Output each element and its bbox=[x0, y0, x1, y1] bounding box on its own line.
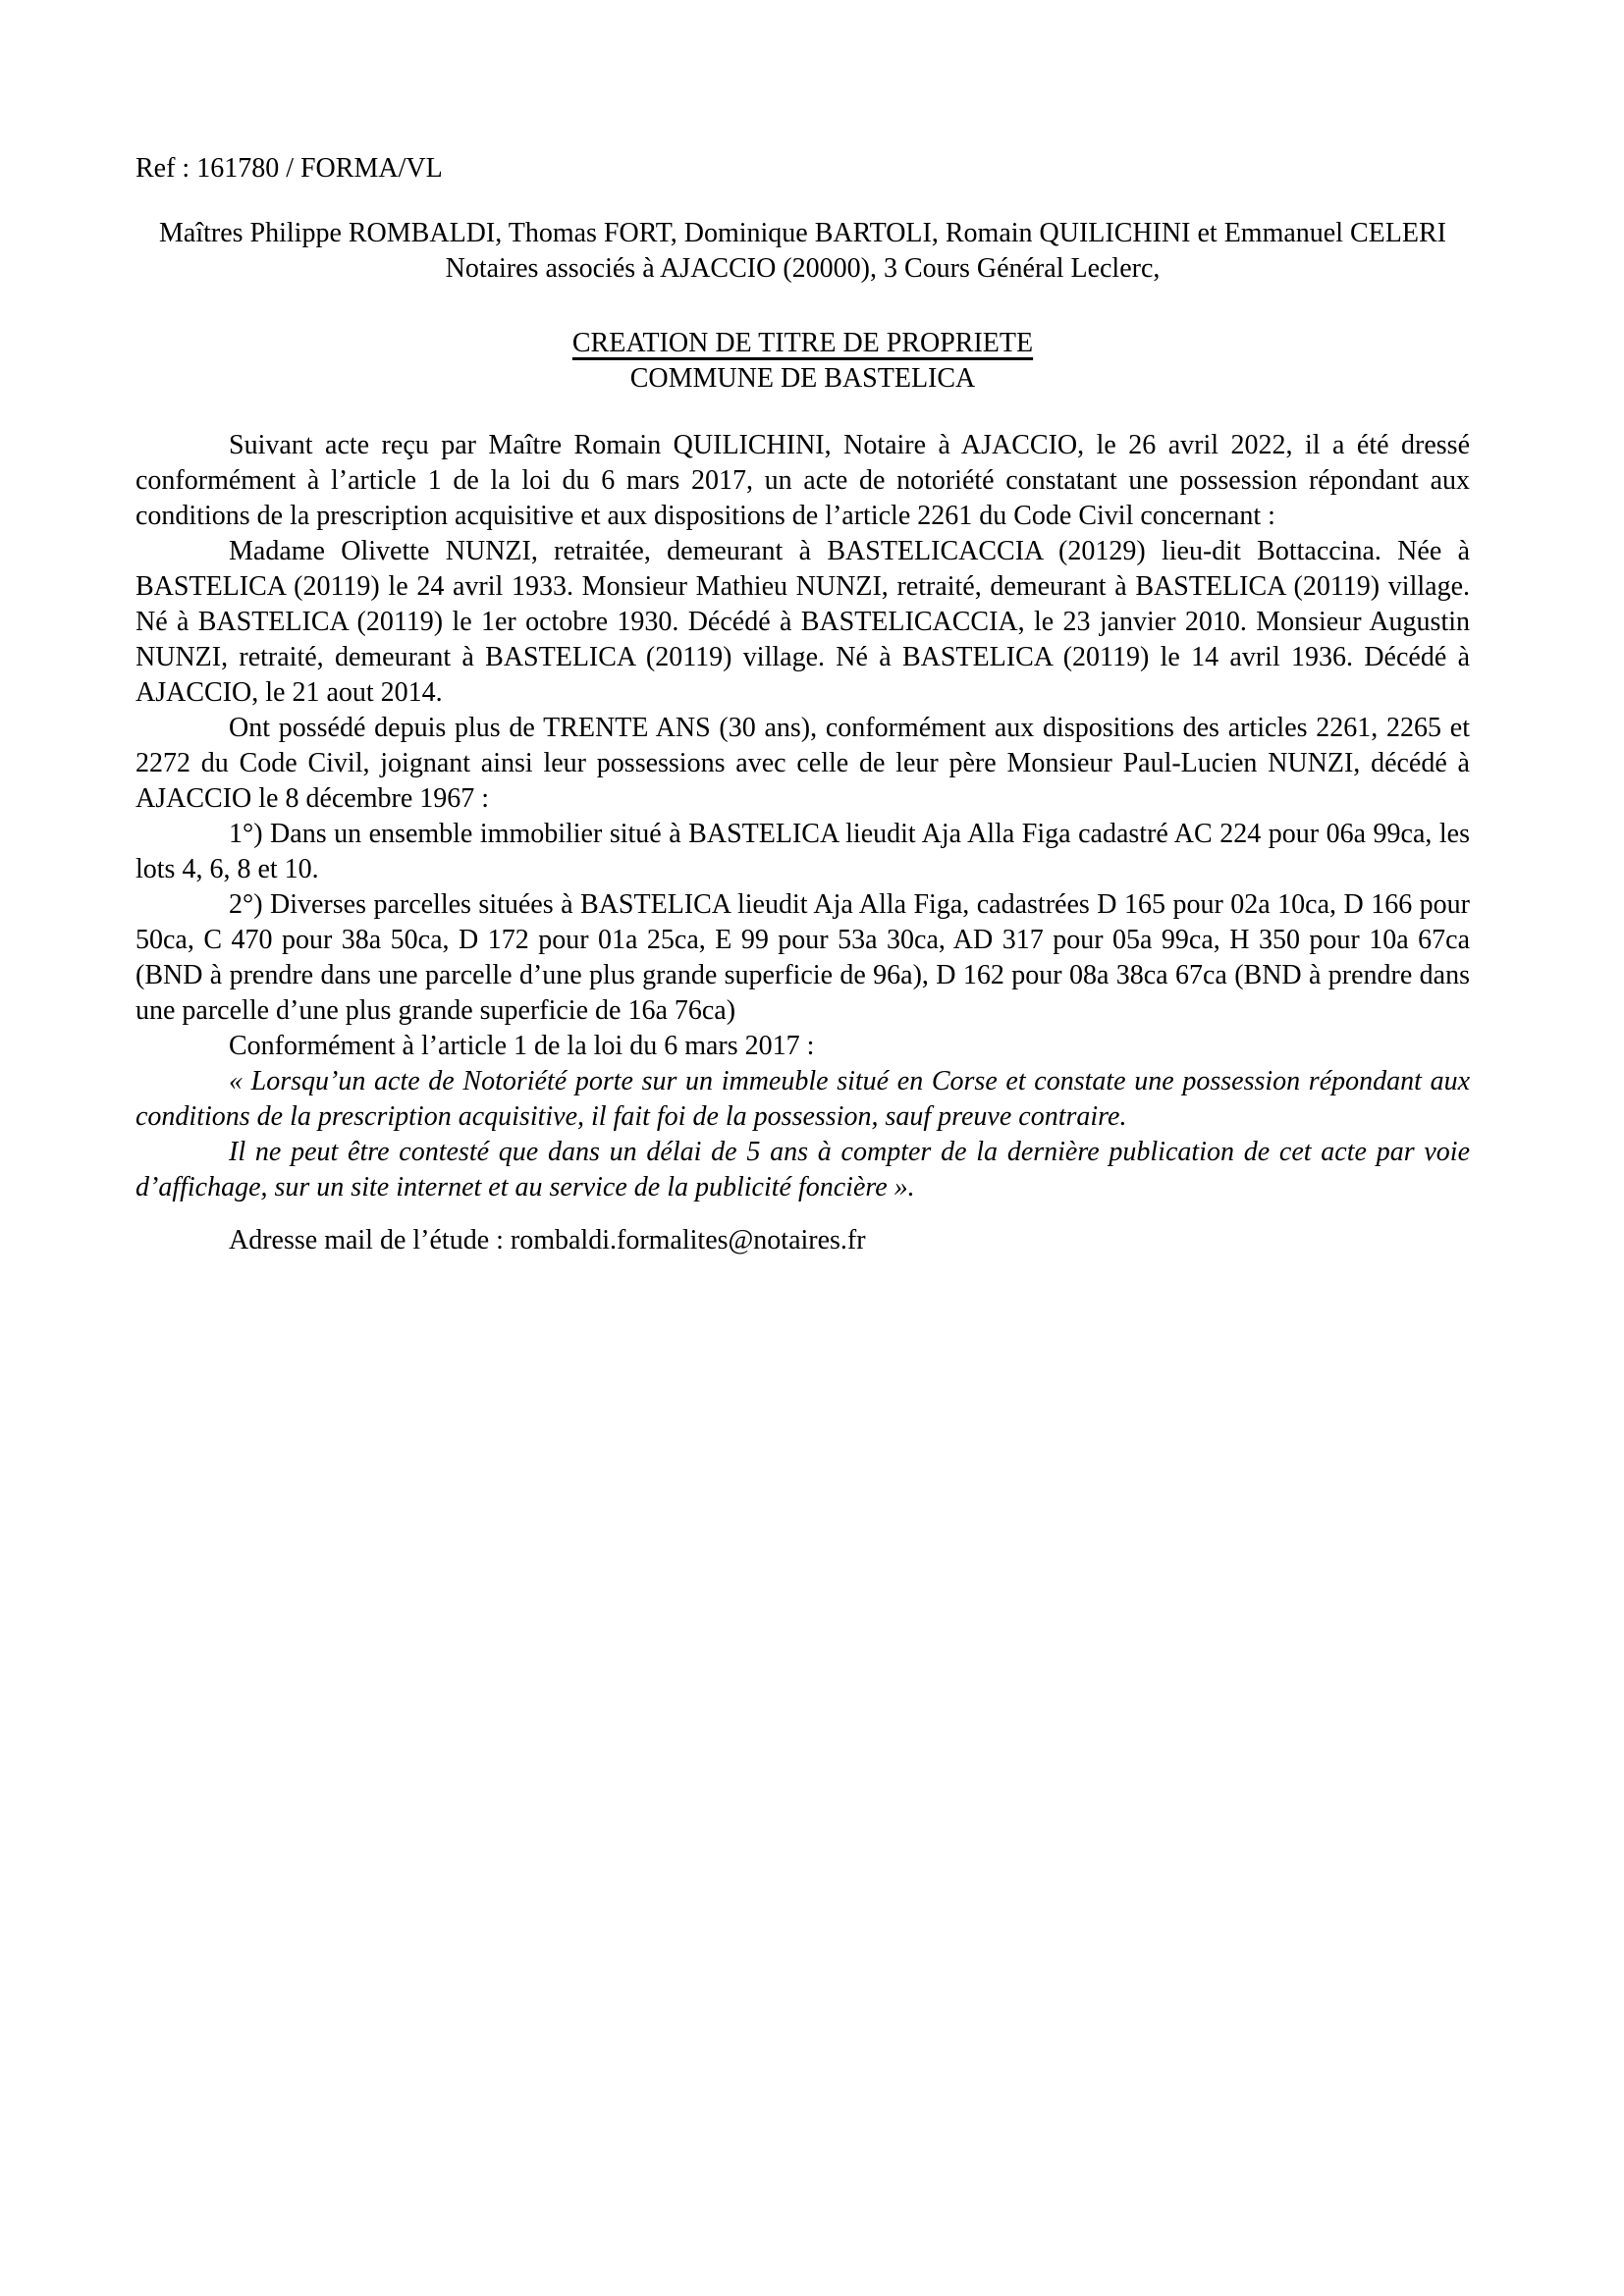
body-paragraph-persons: Madame Olivette NUNZI, retraitée, demeurant à BASTELICACCIA (20129) lieu-dit Bottaccina. Née à BASTELICA (20119) le 24 avril 1933. Monsieur Mathieu NUNZI, retraité, demeurant à BASTELICA (20119) village. Né à BASTELICA (20119) le 1er octobre 1930. Décédé à BASTELICACCIA, le 23 janvier 2010. Monsieur Augustin NUNZI, retraité, demeurant à BASTELICA (20119) village. Né à BASTELICA (20119) le 14 avril 1936. Décédé à AJACCIO, le 21 aout 2014. bbox=[135, 536, 1470, 708]
quote-paragraph-2: Il ne peut être contesté que dans un délai de 5 ans à compter de la dernière publication de cet acte par voie d’affichage, sur un site internet et au service de la publicité foncière ». bbox=[135, 1137, 1470, 1202]
quote-paragraph-1: « Lorsqu’un acte de Notoriété porte sur un immeuble situé en Corse et constate une possession répondant aux conditions de la prescription acquisitive, il fait foi de la possession, sauf preuve contraire. bbox=[135, 1066, 1470, 1132]
body-paragraph-item-2: 2°) Diverses parcelles situées à BASTELICA lieudit Aja Alla Figa, cadastrées D 165 pour 02a 10ca, D 166 pour 50ca, C 470 pour 38a 50ca, D 172 pour 01a 25ca, E 99 pour 53a 30ca, AD 317 pour 05a 99ca, H 350 pour 10a 67ca (BND à prendre dans une parcelle d’une plus grande superficie de 96a), D 162 pour 08a 38ca 67ca (BND à prendre dans une parcelle d’une plus grande superficie de 16a 76ca) bbox=[135, 889, 1470, 1026]
notaries-names-line: Maîtres Philippe ROMBALDI, Thomas FORT, Dominique BARTOLI, Romain QUILICHINI et Emmanuel CELERI bbox=[159, 218, 1446, 248]
body-paragraph-law-reference: Conformément à l’article 1 de la loi du 6 mars 2017 : bbox=[229, 1031, 815, 1061]
document-title bbox=[135, 326, 1470, 361]
body-paragraph-intro: Suivant acte reçu par Maître Romain QUILICHINI, Notaire à AJACCIO, le 26 avril 2022, il a été dressé conformément à l’article 1 de la loi du 6 mars 2017, un acte de notoriété constatant une possession répondant aux conditions de la prescription acquisitive et aux dispositions de l’article 2261 du Code Civil concernant : bbox=[135, 430, 1470, 531]
document-title-text: CREATION DE TITRE DE PROPRIETE bbox=[571, 328, 1034, 358]
email-line: Adresse mail de l’étude : rombaldi.formalites@notaires.fr bbox=[229, 1225, 866, 1255]
reference-line: Ref : 161780 / FORMA/VL bbox=[135, 153, 443, 184]
document-subtitle: COMMUNE DE BASTELICA bbox=[629, 363, 976, 394]
body-paragraph-item-1: 1°) Dans un ensemble immobilier situé à BASTELICA lieudit Aja Alla Figa cadastré AC 224 pour 06a 99ca, les lots 4, 6, 8 et 10. bbox=[135, 819, 1470, 884]
body-paragraph-possession: Ont possédé depuis plus de TRENTE ANS (30 ans), conformément aux dispositions des articles 2261, 2265 et 2272 du Code Civil, joignant ainsi leur possessions avec celle de leur père Monsieur Paul-Lucien NUNZI, décédé à AJACCIO le 8 décembre 1967 : bbox=[135, 713, 1470, 814]
notaries-office-line: Notaires associés à AJACCIO (20000), 3 Cours Général Leclerc, bbox=[445, 253, 1161, 284]
